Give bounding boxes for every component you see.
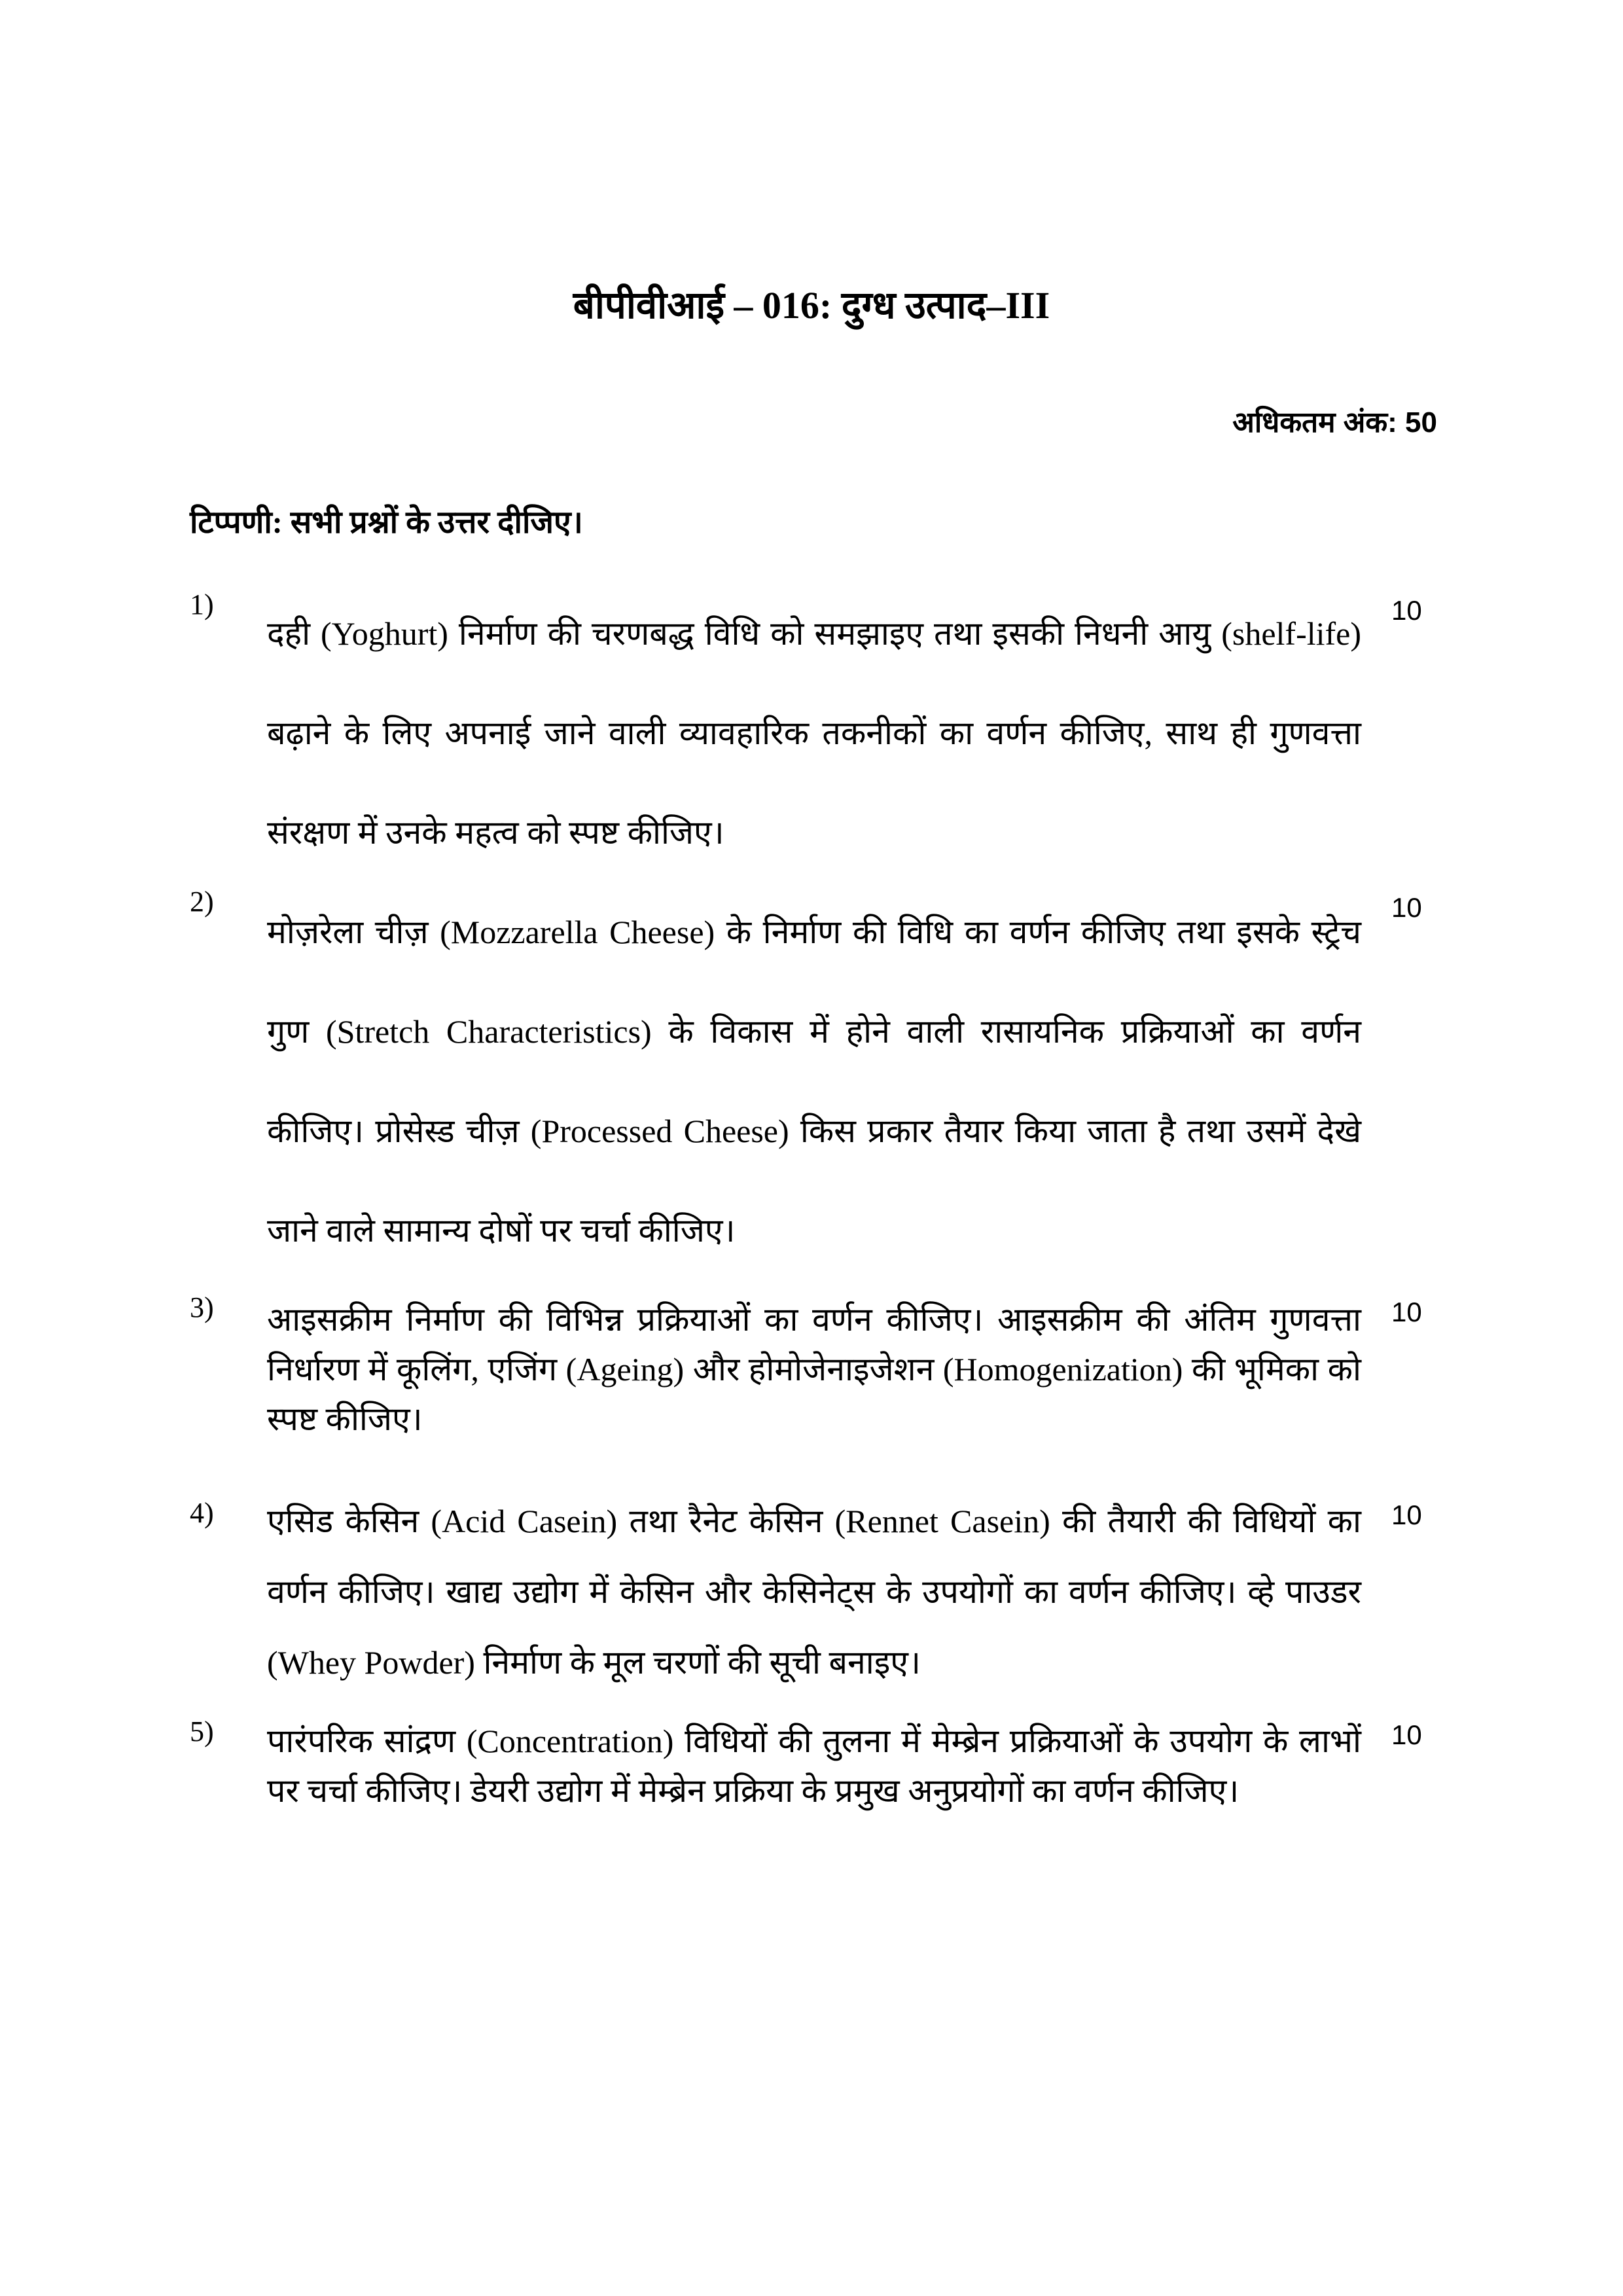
question-marks: 10 (1391, 1297, 1422, 1327)
question-marks: 10 (1391, 1499, 1422, 1530)
instructions-note: टिप्पणी: सभी प्रश्नों के उत्तर दीजिए। (190, 505, 583, 540)
question-text: पारंपरिक सांद्रण (Concentration) विधियों की तुलना में मेम्ब्रेन प्रक्रियाओं के उपयोग के लाभों पर चर्चा कीजिए। डेयरी उद्योग में मेम्ब्रेन प्रक्रिया के प्रमुख अनुप्रयोगों का वर्णन कीजिए। (267, 1723, 1361, 1809)
question-number: 3) (190, 1291, 214, 1323)
question-number: 4) (190, 1497, 214, 1529)
question-text: आइसक्रीम निर्माण की विभिन्न प्रक्रियाओं का वर्णन कीजिए। आइसक्रीम की अंतिम गुणवत्ता निर्धारण में कूलिंग, एजिंग (Ageing) और होमोजेनाइजेशन (Homogenization) की भूमिका को स्पष्ट कीजिए। (267, 1301, 1361, 1437)
question-number: 2) (190, 886, 214, 918)
question-text: एसिड केसिन (Acid Casein) तथा रैनेट केसिन (Rennet Casein) की तैयारी की विधियों का वर्णन कीजिए। खाद्य उद्योग में केसिन और केसिनेट्स के उपयोगों का वर्णन कीजिए। व्हे पाउडर (Whey Powder) निर्माण के मूल चरणों की सूची बनाइए। (267, 1503, 1361, 1681)
question-marks: 10 (1391, 892, 1422, 923)
question-number: 5) (190, 1715, 214, 1748)
page-title: बीपीवीआई – 016: दुग्ध उत्पाद–III (573, 284, 1050, 327)
question-text: दही (Yoghurt) निर्माण की चरणबद्ध विधि को समझाइए तथा इसकी निधनी आयु (shelf-life) बढ़ाने के लिए अपनाई जाने वाली व्यावहारिक तकनीकों का वर्णन कीजिए, साथ ही गुणवत्ता संरक्षण में उनके महत्व को स्पष्ट कीजिए। (267, 615, 1361, 851)
max-marks: अधिकतम अंक: 50 (1232, 406, 1437, 439)
question-marks: 10 (1391, 595, 1422, 626)
question-marks: 10 (1391, 1719, 1422, 1750)
question-text: मोज़रेला चीज़ (Mozzarella Cheese) के निर्माण की विधि का वर्णन कीजिए तथा इसके स्ट्रेच गुण (Stretch Characteristics) के विकास में होने वाली रासायनिक प्रक्रियाओं का वर्णन कीजिए। प्रोसेस्ड चीज़ (Processed Cheese) किस प्रकार तैयार किया जाता है तथा उसमें देखे जाने वाले सामान्य दोषों पर चर्चा कीजिए। (267, 914, 1361, 1249)
question-number: 1) (190, 588, 214, 620)
